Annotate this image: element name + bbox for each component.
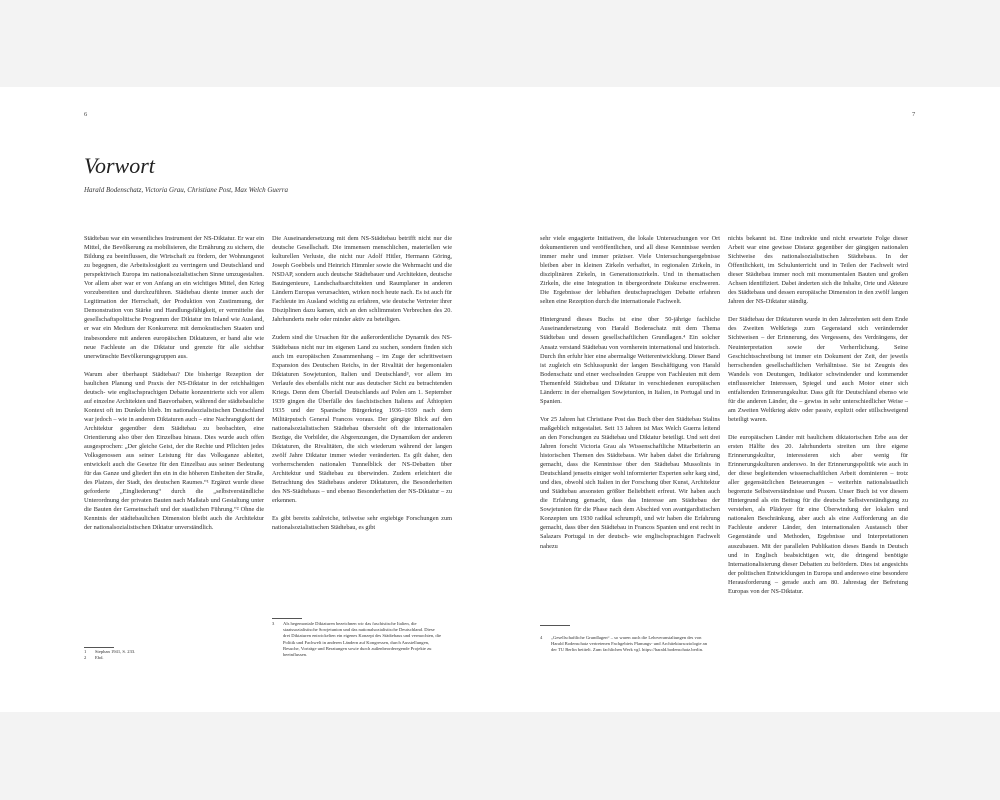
footnote-number: 3 — [272, 621, 275, 626]
footnote-number: 2 — [84, 655, 87, 661]
footnote — [272, 621, 442, 658]
paragraph: Zudem sind die Ursachen für die außerordentliche Dynamik des NS-Städtebaus nicht nur im eigenen Land zu suchen, sondern finden sich auch im europäischen Zusammenhang – im Zuge der schrittweisen Expansion des Deutschen Reichs, in der Rivalität der hegemonialen Diktaturen Sowjetunion, Italien und Deutschland³, vor allem im Verlaufe des ebenfalls nicht nur aus deutscher Sicht zu betrachtenden Kriegs. Denn dem Überfall Deutschlands auf Polen am 1. September 1939 gingen die Überfälle des faschistischen Italiens auf Äthiopien 1935 und der Spanische Bürgerkrieg 1936–1939 nach dem Militärputsch General Francos voraus. Der gängige Blick auf den nationalsozialistischen Städtebau übersieht oft die internationalen Bezüge, die Vorbilder, die Abgrenzungen, die Dynamiken der anderen Diktaturen, die Rivalitäten, die sich wiederum während der langen zwölf Jahre Diktatur immer wieder veränderten. Es gilt daher, den vorherrschenden nationalen Tunnelblick der NS-Debatten über Architektur und Städtebau zu überwinden. Zudem erleichtert die Betrachtung des Städtebaus anderer Diktaturen, die Besonderheiten des NS-Städtebaus – und ebenso Besonderheiten der NS-Diktatur – zu erkennen. — [272, 334, 452, 505]
paragraph: Es gibt bereits zahlreiche, teilweise sehr ergiebige Forschungen zum nationalsozialistischen Städtebau, es gibt — [272, 515, 452, 532]
paragraph: nichts bekannt ist. Eine indirekte und nicht erwartete Folge dieser Arbeit war eine gewisse Distanz gegenüber der gängigen nationalen Sichtweise des nationalsozialistischen Städtebaus. In der Öffentlichkeit, im Schulunterricht und in Teilen der Fachwelt wird dieser Städtebau immer noch mit monumentalen Bauten und großen Achsen identifiziert. Dabei änderten sich die Inhalte, Orte und Akteure des Städtebaus und dessen europäische Dimension in den zwölf langen Jahren der NS-Diktatur ständig. — [728, 235, 908, 306]
footnotes-column-1 — [84, 649, 264, 661]
footnote-text: Stephan 1941, S. 233. — [95, 649, 136, 654]
text-column-4 — [728, 234, 908, 596]
text-column-3 — [540, 234, 720, 551]
footnote-text: „Gesellschaftliche Grundlagen“ – so waren auch die Lehrveranstaltungen des von Harald Bodenschatz vertretenen Fachgebiets Planungs- und Architektursoziologie an der TU Berlin betitelt. Zum fachlichen Werk vgl. https://harald.bodenschatz.berlin. — [551, 635, 708, 653]
footnotes-column-2 — [272, 621, 442, 658]
page-number-right: 7 — [912, 111, 916, 118]
footnote-text: Als hegemoniale Diktaturen bezeichnen wir das faschistische Italien, die staatssozialistische Sowjetunion und das nationalsozialistische Deutschland. Diese drei Diktaturen entwickelten ein eigenes Konzept des Städtebaus und vermochten, die Politik und Fachwelt in anderen Ländern auf Kongressen, durch Ausstellungen, Besuche, Vorträge und Beratungen sowie durch außenbeorderegende Projekte zu beeinflussen. — [283, 621, 442, 658]
paragraph: sehr viele engagierte Initiativen, die lokale Untersuchungen vor Ort dokumentieren und veröffentlichen, und all diese Kenntnisse werden immer mehr und immer präziser. Viele Untersuchungsergebnisse bleiben aber in kleinen Zirkeln verhaftet, in regionalen Zirkeln, in disziplinären Zirkeln, in Generationszirkeln. Und in thematischen Zirkeln, die eine Integration in übergeordnete Diskurse erschweren. Die Ergebnisse der lebhaften deutschsprachigen Debatte erfahren selten eine Rezeption durch die internationale Fachwelt. — [540, 235, 720, 306]
page-number-left: 6 — [84, 111, 88, 118]
footnote-rule — [540, 625, 570, 626]
text-column-2 — [272, 234, 452, 532]
footnote-rule — [84, 647, 114, 648]
footnotes-column-3 — [540, 635, 710, 654]
paragraph: Städtebau war ein wesentliches Instrument der NS-Diktatur. Er war ein Mittel, die Bevölkerung zu mobilisieren, die Ernährung zu sichern, die Bildung zu beeinflussen, die Wirtschaft zu fördern, der Wohnungsnot zu begegnen, die Arbeitslosigkeit zu verringern und Deutschland und perspektivisch Europa im nationalsozialistischen Sinne umzugestalten. Vor allem aber war er von Anfang an ein wichtiges Mittel, den Krieg vorzubereiten und durchzuführen. Städtebau diente immer auch der Legitimation der Herrschaft, der Produktion von Zustimmung, der Demonstration von Stärke und Handlungsfähigkeit, er vermittelte das gesellschaftspolitische Programm der Diktatur im Inland wie Ausland, er war ein Medium der Konkurrenz mit demokratischen Staaten und insbesondere mit anderen europäischen Diktaturen, er band alte wie neue Fachleute an die Diktatur und grenzte für alle sichtbar unerwünschte Bevölkerungsgruppen aus. — [84, 235, 264, 360]
chapter-authors: Harald Bodenschatz, Victoria Grau, Christiane Post, Max Welch Guerra — [84, 186, 288, 194]
paragraph: Der Städtebau der Diktaturen wurde in den Jahrzehnten seit dem Ende des Zweiten Weltkriegs zum Gegenstand sich verändernder Sichtweisen – der Erinnerung, des Vergessens, des Verdrängens, der Neuinterpretation sowie der Verherrlichung. Seine Geschichtsschreibung ist immer ein Dokument der Zeit, der jeweils herrschenden gesellschaftlichen Verhältnisse. Sie ist Zeugnis des Wandels von Deutungen, Indikator schwindender und kommender einflussreicher Interessen, Spiegel und auch Motor einer sich entfaltenden Erinnerungskultur. Dass gilt für Deutschland ebenso wie für die anderen Länder, die – gewiss in sehr unterschiedlicher Weise – am Zweiten Weltkrieg aktiv oder passiv, explizit oder stillschweigend beteiligt waren. — [728, 316, 908, 423]
book-spread — [0, 87, 1000, 712]
chapter-title: Vorwort — [84, 153, 155, 178]
footnote-rule — [272, 618, 302, 619]
footnote-number: 4 — [540, 635, 543, 640]
paragraph: Die europäischen Länder mit baulichem diktatorischen Erbe aus der ersten Hälfte des 20. Jahrhunderts streiten um ihre eigene Erinnerungskultur, interessieren sich aber wenig für Erinnerungskulturen anderswo. In der Erinnerungspolitik wie auch in der diese begleitenden wissenschaftlichen Arbeit dominieren – trotz aller gegensätzlichen Beteuerungen – weiterhin nationalstaatlich begrenzte Selbstverständnisse und Praxen. Unser Buch ist vor diesem Hintergrund als ein Beitrag für die deutsche Selbstverständigung zu verstehen, als Plädoyer für eine Überwindung der lokalen und nationalen Beschränkung, aber auch als eine Aufforderung an die Fachleute anderer Länder, den internationalen Austausch über Gegenstände und Methoden, Ergebnisse und Interpretationen auszubauen. Mit der parallelen Publikation dieses Bands in Deutsch und in Englisch beabsichtigen wir, die dringend benötigte Internationalisierung dieser Debatten zu befördern. Dies ist angesichts der politischen Entwicklungen in Europa und anderswo eine besondere Herausforderung – gerade auch am 80. Jahrestag der Befreiung Europas von der NS-Diktatur. — [728, 433, 908, 595]
footnote-number: 1 — [84, 649, 87, 654]
footnote-text: Ebd. — [95, 655, 104, 661]
paragraph: Warum aber überhaupt Städtebau? Die bisherige Rezeption der baulichen Planung und Praxis der NS-Diktatur in der reichhaltigen deutsch- wie englischsprachigen Debatte konzentrierte sich vor allem auf einzelne Architekten und Bauvorhaben, während der städtebauliche Kontext oft im Dunkeln blieb. Im nationalsozialistischen Deutschland war jedoch – wie in anderen Diktaturen auch – eine Nachrangigkeit der Architektur gegenüber dem Städtebau zu beobachten, eine Orientierung also über den Einzelbau hinaus. Dies wurde auch offen ausgesprochen: „Der gleiche Geist, der die Rechte und Pflichten jedes Volksgenossen aus seiner Leistung für das Volksganze ableitet, entwickelt auch die Gesetze für den Einzelbau aus seiner Bedeutung für das Ganze und gliedert ihn ein in die höheren Einheiten der Straße, des Platzes, der Stadt, des deutschen Raumes.“¹ Ergänzt wurde diese geforderte „Eingliederung“ durch die „selbstverständliche Unterordnung der privaten Bauten nach Maßstab und Gestaltung unter die Bauten der Gemeinschaft und der staatlichen Führung.“² Ohne die Kenntnis der städtebaulichen Dimension bleibt auch die Architektur der nationalsozialistischen Diktatur unverständlich. — [84, 370, 264, 532]
paragraph: Vor 25 Jahren hat Christiane Post das Buch über den Städtebau Stalins maßgeblich mitgestaltet. Seit 13 Jahren ist Max Welch Guerra leitend an den Forschungen zu Städtebau und Diktatur beteiligt. Und seit drei Jahren forscht Victoria Grau als Wissenschaftliche Mitarbeiterin an historischen Themen des Städtebaus. Wir haben dabei die Erfahrung gemacht, dass die Kenntnisse über den Städtebau Mussolinis in Deutschland jenseits einiger wohl informierter Experten sehr karg sind, und dies, obwohl sich Italien in der Forschung über Kunst, Architektur und Städtebau ansonsten größter Beliebtheit erfreut. Wir haben auch die Erfahrung gemacht, dass das Interesse am Städtebau der Sowjetunion für die Phase nach dem Abschied von avantgardistischen Konzepten um 1930 radikal schrumpft, und wir haben die Erfahrung gemacht, dass über den Städtebau in Francos Spanien und erst recht in Salazars Portugal in der deutsch- wie englischsprachigen Fachwelt nahezu — [540, 415, 720, 550]
footnote — [540, 635, 710, 654]
paragraph: Die Auseinandersetzung mit dem NS-Städtebau betrifft nicht nur die deutsche Gesellschaft. Die immensen menschlichen, materiellen wie kulturellen Verluste, die nicht nur Adolf Hitler, Hermann Göring, Joseph Goebbels und Heinrich Himmler sowie die Wehrmacht und die NSDAP, sondern auch deutsche Städtebauer und Architekten, deutsche Bauingenieure, Landschaftsarchitekten und Raumplaner in anderen Ländern Europas verursachten, wirken noch heute nach. Es ist auch für Fachleute im Ausland wichtig zu erfahren, wie deutsche Vertreter ihrer Disziplinen dazu kamen, sich an den schlimmsten Verbrechen des 20. Jahrhunderts mehr oder minder aktiv zu beteiligen. — [272, 235, 452, 324]
footnote — [84, 655, 264, 661]
text-column-1 — [84, 234, 264, 533]
paragraph: Hintergrund dieses Buchs ist eine über 50-jährige fachliche Auseinandersetzung von Harald Bodenschatz mit dem Thema Städtebau und dessen gesellschaftlichen Grundlagen.⁴ Ein solcher Ansatz verstand Städtebau von vornherein international und historisch. Durch ihn erfuhr hier eine abermalige Weiterentwicklung. Dieser Band ist zugleich ein Schlusspunkt der langen Beschäftigung von Harald Bodenschatz und einer wechselnden Gruppe von Fachleuten mit dem Themenfeld Städtebau und Diktatur in verschiedenen europäischen Ländern: in der ehemaligen Sowjetunion, in Italien, in Portugal und in Spanien. — [540, 316, 720, 405]
